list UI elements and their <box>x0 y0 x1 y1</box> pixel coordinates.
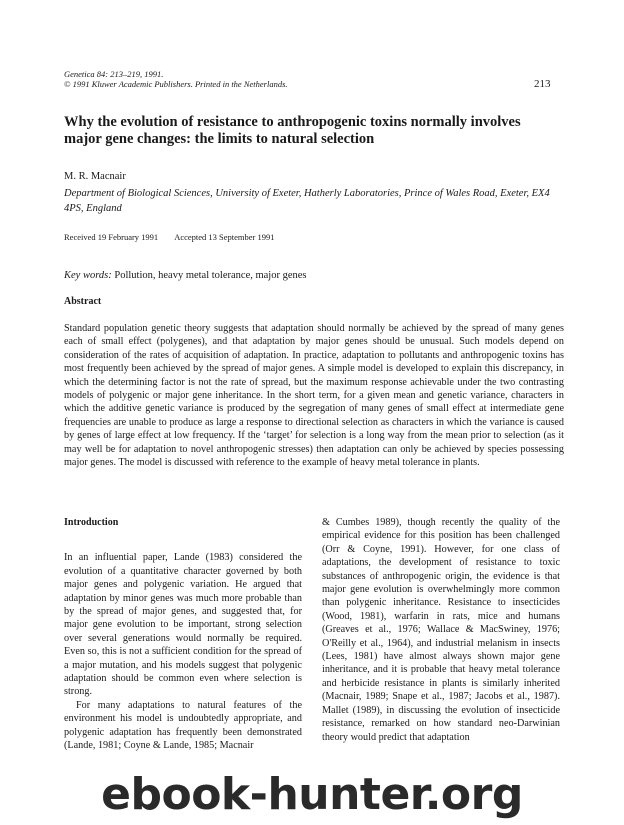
author-name: M. R. Macnair <box>64 171 126 182</box>
intro-paragraph-continued: & Cumbes 1989), though recently the quality of the empirical evidence for this position has been challenged (Orr & Coyne, 1991). However, for one class of adaptations, the development of resistance to toxic substances of anthropogenic origin, the evidence is that major gene evolution is overwhelmingly more common than polygenic inheritance. Resistance to insecticides (Wood, 1981), warfarin in rats, mice and humans (Greaves et al., 1976; Wallace & MacSwiney, 1976; O'Reilly et al., 1964), and industrial melanism in insects (Lees, 1981) have almost always shown major gene inheritance, and it is probable that heavy metal tolerance and herbicide resistance in plants is similarly inherited (Macnair, 1989; Snape et al., 1987; Jacobs et al., 1987). Mallet (1989), in discussing the evolution of insecticide resistance, remarked on how standard neo-Darwinian theory would predict that adaptation <box>322 517 560 743</box>
right-column <box>322 516 560 744</box>
abstract-text: Standard population genetic theory suggests that adaptation should normally be achieved by the spread of many genes each of small effect (polygenes), and that adaptation by major genes should be unusual. Such models depend on consideration of the rates of acquisition of adaptation. In practice, adaptation to pollutants and anthropogenic toxins has most frequently been achieved by the spread of major genes. A simple model is developed to explain this discrepancy, in which the determining factor is not the rate of spread, but the maximum response achievable under the two contrasting models of polygenic or major gene inheritance. In the short term, for a given mean and genetic variance, characters in which the additive genetic variance is produced by the segregation of many genes of small effect at intermediate gene frequencies are unable to produce as large a response to directional selection as characters in which the variance is caused by genes of large effect at low frequency. If the ‘target’ for selection is a long way from the mean prior to selection (as it may well be for adaptation to novel anthropogenic stresses) then adaptation can only be achieved by species possessing major genes. The model is discussed with reference to the example of heavy metal tolerance in plants. <box>64 323 564 469</box>
abstract-heading: Abstract <box>64 296 102 307</box>
left-column <box>64 516 302 753</box>
submission-dates <box>64 232 275 242</box>
journal-citation <box>64 69 288 89</box>
page-number: 213 <box>534 78 551 90</box>
accepted-date: Accepted 13 September 1991 <box>174 232 275 242</box>
keywords <box>64 270 307 281</box>
author-affiliation: Department of Biological Sciences, University of Exeter, Hatherly Laboratories, Prince of Wales Road, Exeter, EX4 4PS, England <box>64 188 550 214</box>
copyright-line: © 1991 Kluwer Academic Publishers. Printed in the Netherlands. <box>64 79 288 89</box>
journal-volume-line: Genetica 84: 213–219, 1991. <box>64 69 164 79</box>
received-date: Received 19 February 1991 <box>64 232 159 242</box>
keywords-label: Key words: <box>64 270 112 281</box>
intro-paragraph-1: In an influential paper, Lande (1983) considered the evolution of a quantitative character governed by both major genes and polygenic variation. He argued that adaptation by minor genes was much more probable than by the spread of major genes, and suggested that, for major gene evolution to be important, strong selection over several generations would normally be required. Even so, this is not a sufficient condition for the spread of a major mutation, and his models suggest that polygenic adaptation should be common even where selection is strong. <box>64 552 302 698</box>
watermark-logo: ebook-hunter.org <box>101 769 523 820</box>
intro-paragraph-2: For many adaptations to natural features of the environment his model is undoubtedly appropriate, and polygenic adaptation has frequently been demonstrated (Lande, 1981; Coyne & Lande, 1985; Macnair <box>64 699 302 752</box>
article-title: Why the evolution of resistance to anthropogenic toxins normally involves major gene changes: the limits to natural selection <box>64 114 521 147</box>
introduction-heading: Introduction <box>64 517 119 528</box>
keywords-list: Pollution, heavy metal tolerance, major genes <box>114 270 307 281</box>
